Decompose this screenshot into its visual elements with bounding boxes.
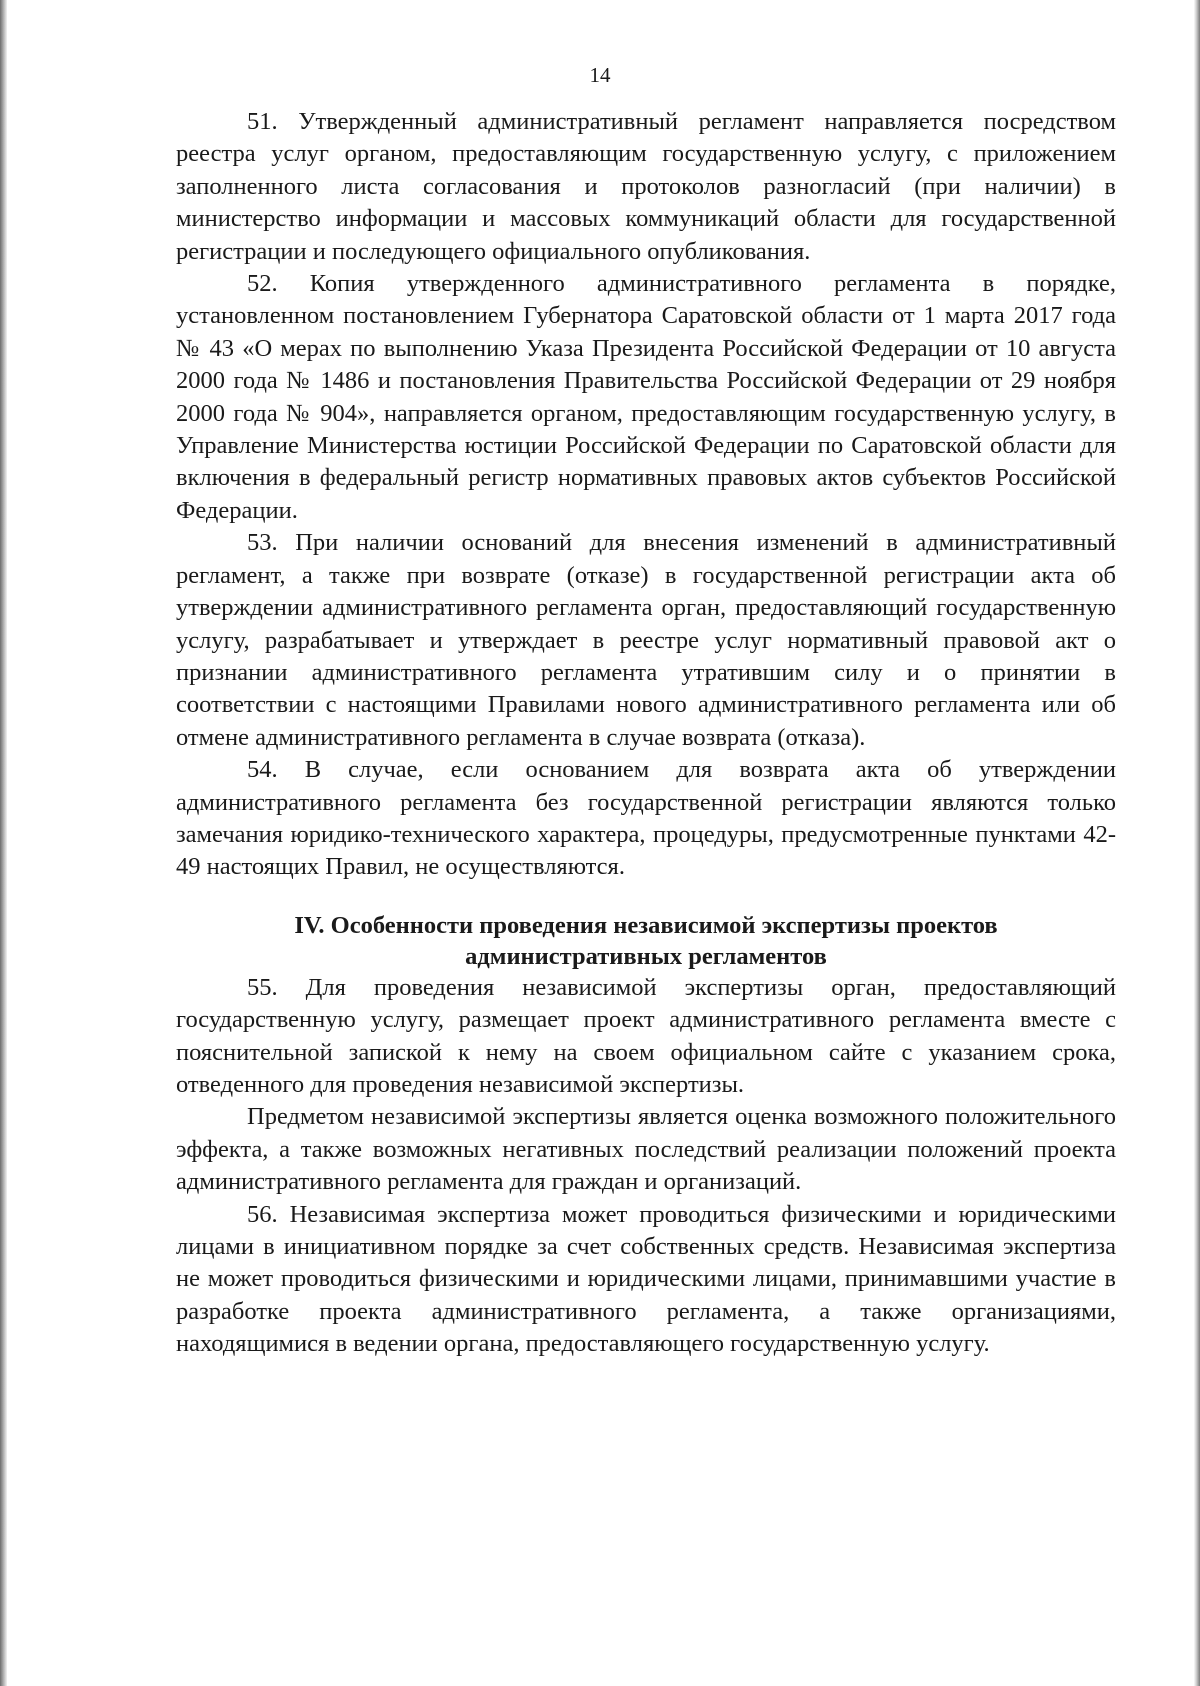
scan-edge-right [1194,0,1200,1686]
page-number: 14 [589,63,611,87]
paragraph-53: 53. При наличии оснований для внесения изменений в административный регламент, а также при возврате (отказе) в государственной регистрации акта об утверждении административного регламента орган, предоставляющий государственную услугу, разрабатывает и утверждает в реестре услуг нормативный правовой акт о признании административного регламента утратившим силу и о принятии в соответствии с настоящими Правилами нового административного регламента или об отмене административного регламента в случае возврата (отказа). [176,529,1116,751]
paragraph-55-subject: Предметом независимой экспертизы является оценка возможного положительного эффекта, а также возможных негативных последствий реализации положений проекта административного регламента для граждан и организаций. [176,1103,1116,1196]
paragraph-51: 51. Утвержденный административный регламент направляется посредством реестра услуг органом, предоставляющим государственную услугу, с приложением заполненного листа согласования и протоколов разногласий (при наличии) в министерство информации и массовых коммуникаций области для государственной регистрации и последующего официального опубликования. [176,108,1116,265]
scan-edge-left [0,0,7,1686]
paragraph-56: 56. Независимая экспертиза может проводиться физическими и юридическими лицами в инициативном порядке за счет собственных средств. Независимая экспертиза не может проводиться физическими и юридическими лицами, принимавшими участие в разработке проекта административного регламента, а также организациями, находящимися в ведении органа, предоставляющего государственную услугу. [176,1200,1116,1358]
section-heading-line-1: IV. Особенности проведения независимой экспертизы проектов [294,911,998,939]
section-heading-line-2: административных регламентов [465,942,827,970]
paragraph-55: 55. Для проведения независимой экспертизы орган, предоставляющий государственную услугу, размещает проект административного регламента вместе с пояснительной запиской к нему на своем официальном сайте с указанием срока, отведенного для проведения независимой экспертизы. [176,973,1116,1098]
paragraph-54: 54. В случае, если основанием для возврата акта об утверждении административного регламента без государственной регистрации являются только замечания юридико-технического характера, процедуры, предусмотренные пунктами 42-49 настоящих Правил, не осуществляются. [176,756,1116,881]
paragraph-52: 52. Копия утвержденного административного регламента в порядке, установленном постановлением Губернатора Саратовской области от 1 марта 2017 года № 43 «О мерах по выполнению Указа Президента Российской Федерации от 10 августа 2000 года № 1486 и постановления Правительства Российской Федерации от 29 ноября 2000 года № 904», направляется органом, предоставляющим государственную услугу, в Управление Министерства юстиции Российской Федерации по Саратовской области для включения в федеральный регистр нормативных правовых актов субъектов Российской Федерации. [176,270,1116,524]
section-heading [176,910,1116,972]
document-body [176,106,1116,1361]
